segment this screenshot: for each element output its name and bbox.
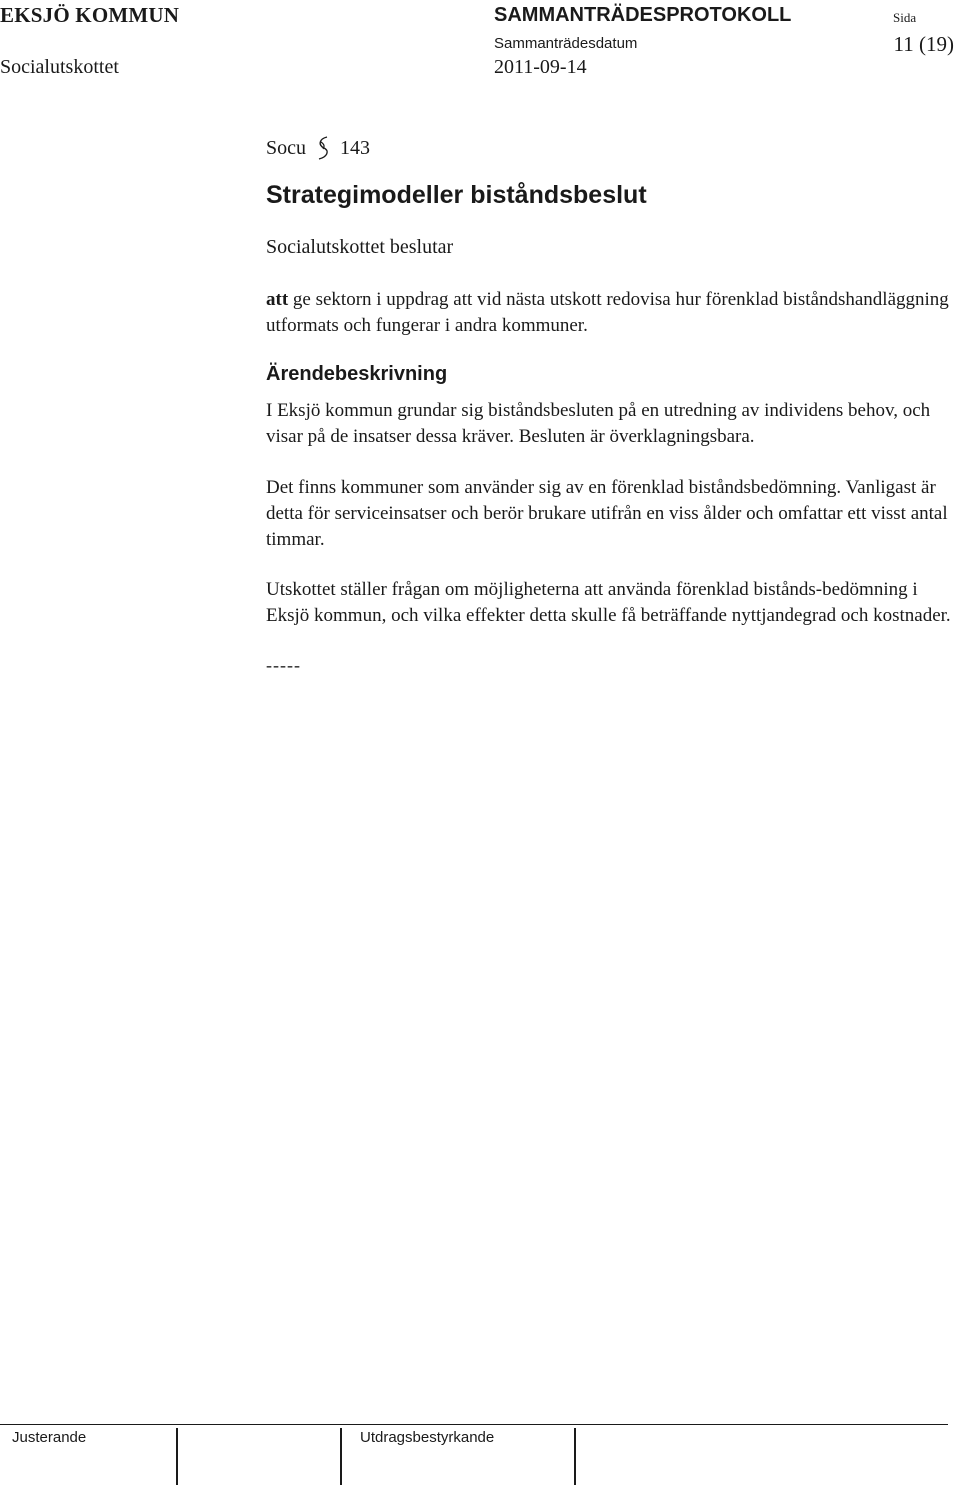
end-marker: ----- (266, 655, 301, 675)
justerande-label: Justerande (12, 1429, 87, 1446)
case-description-heading: Ärendebeskrivning (266, 363, 448, 385)
decision-body: ge sektorn i uppdrag att vid nästa utskott redovisa hur förenklad biståndshandläggning utformats och fungerar i andra kommuner. (266, 289, 949, 336)
page-label: Sida (893, 10, 917, 25)
section-number: 143 (340, 136, 370, 159)
section-prefix: Socu (266, 136, 306, 159)
signature-box-divider (574, 1428, 576, 1485)
signature-box-divider (340, 1428, 342, 1485)
section-title: Strategimodeller biståndsbeslut (266, 181, 647, 209)
organization-name: EKSJÖ KOMMUN (0, 3, 180, 27)
page-number: 11 (19) (893, 32, 954, 56)
footer-divider (0, 1424, 948, 1425)
paragraph-2: Det finns kommuner som använder sig av en förenklad biståndsbedömning. Vanligast är detta för serviceinsatser och berör brukare utifrån en viss ålder och omfattar ett visst antal timmar. (266, 477, 948, 550)
signature-box-divider (176, 1428, 178, 1485)
decision-text (266, 287, 960, 339)
paragraph-sign-icon (312, 136, 334, 160)
section-reference (266, 136, 370, 160)
decision-intro: Socialutskottet beslutar (266, 236, 454, 258)
decision-keyword: att (266, 289, 289, 310)
meeting-date-label: Sammanträdesdatum (494, 35, 638, 52)
paragraph-3: Utskottet ställer frågan om möjligheterna att använda förenklad bistånds-bedömning i Eksjö kommun, och vilka effekter detta skulle få beträffande nyttjandegrad och kostnader. (266, 579, 951, 626)
committee-name: Socialutskottet (0, 56, 119, 78)
meeting-date: 2011-09-14 (494, 56, 587, 78)
utdragsbestyrkande-label: Utdragsbestyrkande (360, 1429, 495, 1446)
paragraph-1: I Eksjö kommun grundar sig biståndsbesluten på en utredning av individens behov, och visar på de insatser dessa kräver. Besluten är överklagningsbara. (266, 400, 931, 447)
document-type: SAMMANTRÄDESPROTOKOLL (494, 4, 792, 26)
